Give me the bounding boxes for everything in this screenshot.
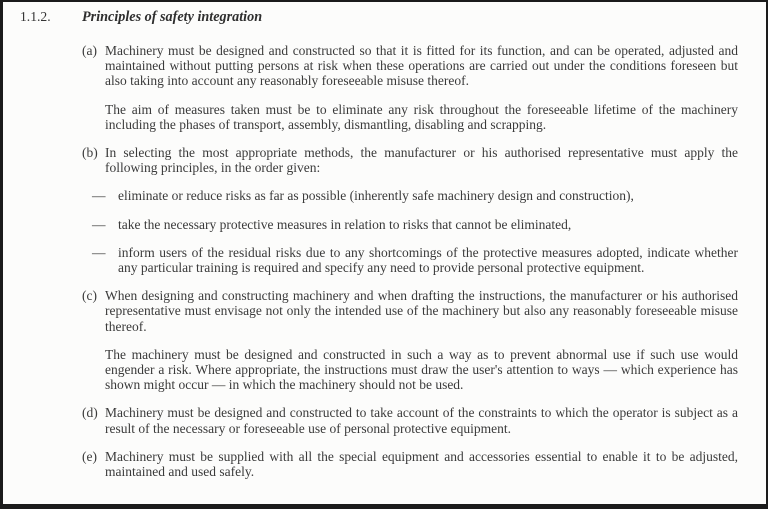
section-heading [20,9,738,25]
dash-bullet-glyph: — [92,216,106,232]
item-paragraph: Machinery must be supplied with all the special equipment and accessories essential to enable it to be adjusted, maintained and used safely. [105,448,738,480]
provision-item-c [82,288,738,405]
dash-bullet-glyph: — [92,244,106,260]
bullet-text: eliminate or reduce risks as far as possible (inherently safe machinery design and construction), [118,188,634,204]
item-body [105,43,738,145]
dash-bullet-glyph: — [92,188,106,204]
item-paragraph: The aim of measures taken must be to eliminate any risk throughout the foreseeable lifetime of the machinery including the phases of transport, assembly, dismantling, disabling and scrapping. [105,101,738,132]
bullet-item [92,188,738,203]
item-paragraph: Machinery must be designed and constructed so that it is fitted for its function, and can be operated, adjusted and maintained without putting persons at risk when these operations are carried out under the conditions foreseen but also taking into account any reasonably foreseeable misuse thereof. [105,43,738,89]
provision-item-d [82,405,738,448]
item-body [105,449,738,492]
provision-item-e [82,449,738,492]
item-paragraph: Machinery must be designed and constructed to take account of the constraints to which the operator is subject as a result of the necessary or foreseeable use of personal protective equipment. [105,405,738,436]
bullet-item [92,217,738,232]
item-paragraph: In selecting the most appropriate methods, the manufacturer or his authorised representative must apply the following principles, in the order given: [105,145,738,176]
section-number: 1.1.2. [20,9,51,24]
item-label: (d) [82,405,98,421]
item-body [92,145,738,288]
bullet-text: take the necessary protective measures in relation to risks that cannot be eliminated, [118,216,572,232]
item-label: (b) [82,145,98,161]
bullet-item [92,245,738,275]
item-label: (a) [82,43,97,58]
item-paragraph: When designing and constructing machinery and when drafting the instructions, the manufacturer or his authorised representative must envisage not only the intended use of the machinery but also any reasonably foreseeable misuse thereof. [105,288,738,334]
item-paragraph: The machinery must be designed and constructed in such a way as to prevent abnormal use if such use would engender a risk. Where appropriate, the instructions must draw the user's attention to ways — which experience has shown might occur — in which the machinery should not be used. [105,346,738,393]
bullet-text: inform users of the residual risks due to any shortcomings of the protective measures adopted, indicate whether any particular training is required and specify any need to provide personal protective equipment. [118,244,738,276]
item-label: (e) [82,448,97,464]
provision-item-a [82,43,738,145]
item-body [105,288,738,405]
provision-list [82,43,738,492]
item-body [105,405,738,448]
section-title: Principles of safety integration [82,9,263,25]
item-label: (c) [82,288,97,304]
provision-item-b [82,145,738,288]
